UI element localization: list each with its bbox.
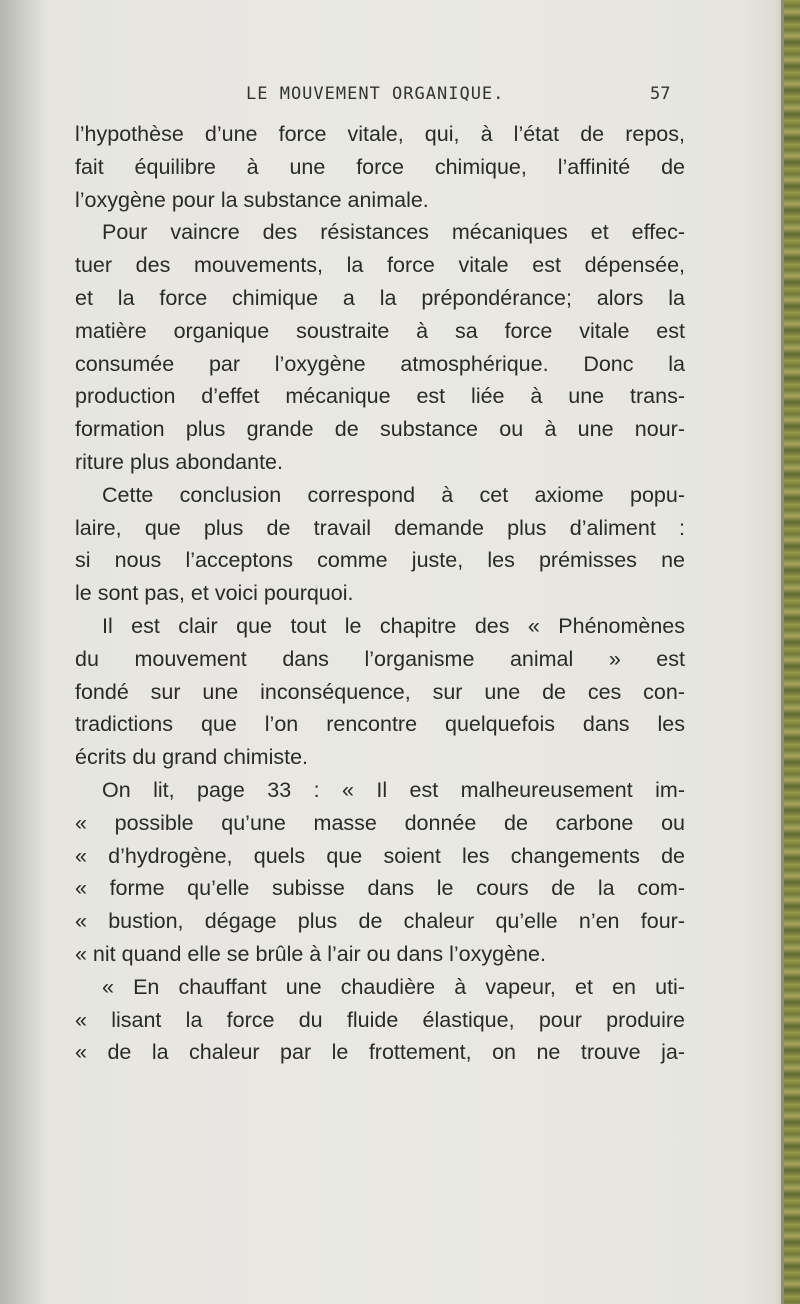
text-line: « bustion, dégage plus de chaleur qu’elle n’en four- bbox=[75, 909, 685, 934]
text-line: « En chauffant une chaudière à vapeur, et en uti- bbox=[102, 974, 685, 999]
text-line: Cette conclusion correspond à cet axiome popu- bbox=[102, 482, 685, 507]
text-line: le sont pas, et voici pourquoi. bbox=[75, 581, 354, 606]
book-binding bbox=[784, 0, 800, 1304]
page-number: 57 bbox=[650, 84, 671, 104]
text-line: « possible qu’une masse donnée de carbone ou bbox=[75, 810, 685, 835]
text-line: « lisant la force du fluide élastique, pour produire bbox=[75, 1007, 685, 1032]
text-line: écrits du grand chimiste. bbox=[75, 745, 309, 770]
text-line: tuer des mouvements, la force vitale est dépensée, bbox=[75, 253, 685, 278]
text-line: riture plus abondante. bbox=[75, 449, 283, 474]
text-line: production d’effet mécanique est liée à une trans- bbox=[75, 384, 685, 409]
body-text bbox=[75, 118, 685, 1069]
running-title: LE MOUVEMENT ORGANIQUE. bbox=[246, 84, 505, 104]
text-line: si nous l’acceptons comme juste, les prémisses ne bbox=[75, 548, 685, 573]
page-shadow bbox=[0, 0, 48, 1304]
text-line: et la force chimique a la prépondérance; alors la bbox=[75, 285, 685, 310]
text-line: tradictions que l’on rencontre quelquefois dans les bbox=[75, 712, 685, 737]
text-line: On lit, page 33 : « Il est malheureusement im- bbox=[102, 777, 685, 802]
text-line: « forme qu’elle subisse dans le cours de la com- bbox=[75, 876, 685, 901]
text-line: « de la chaleur par le frottement, on ne trouve ja- bbox=[75, 1040, 685, 1065]
text-line: fait équilibre à une force chimique, l’affinité de bbox=[75, 154, 685, 179]
text-line: formation plus grande de substance ou à une nour- bbox=[75, 417, 685, 442]
text-line: l’oxygène pour la substance animale. bbox=[75, 187, 429, 212]
text-line: du mouvement dans l’organisme animal » est bbox=[75, 646, 685, 671]
text-line: Pour vaincre des résistances mécaniques et effec- bbox=[102, 220, 685, 245]
text-line: fondé sur une inconséquence, sur une de ces con- bbox=[75, 679, 685, 704]
text-line: matière organique soustraite à sa force vitale est bbox=[75, 318, 685, 343]
text-line: Il est clair que tout le chapitre des « Phénomènes bbox=[102, 613, 685, 638]
text-line: consumée par l’oxygène atmosphérique. Donc la bbox=[75, 351, 685, 376]
text-line: l’hypothèse d’une force vitale, qui, à l’état de repos, bbox=[75, 122, 685, 146]
page-header bbox=[0, 84, 800, 110]
text-line: laire, que plus de travail demande plus d’aliment : bbox=[75, 515, 685, 540]
text-line: « nit quand elle se brûle à l’air ou dans l’oxygène. bbox=[75, 941, 546, 966]
text-line: « d’hydrogène, quels que soient les changements de bbox=[75, 843, 685, 868]
